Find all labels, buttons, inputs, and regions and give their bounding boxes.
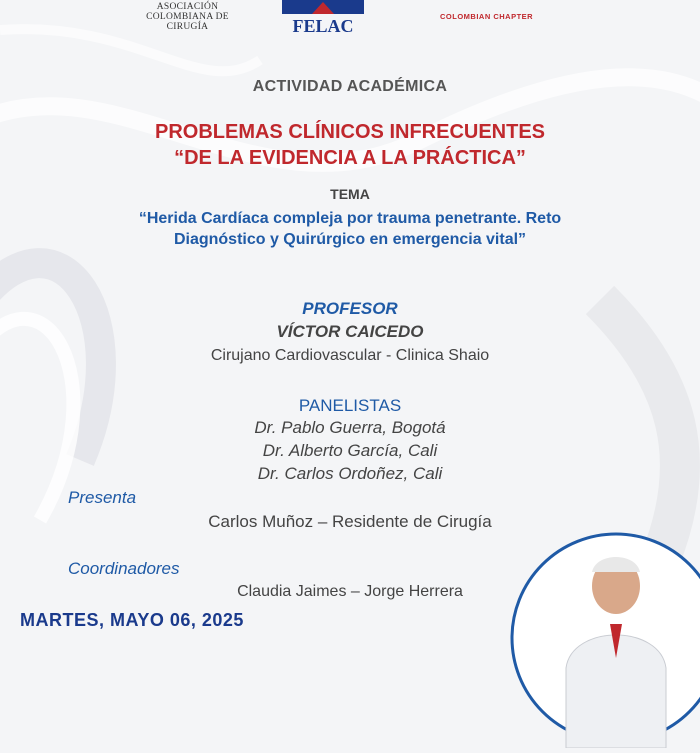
series-title-line2: “DE LA EVIDENCIA A LA PRÁCTICA” [174, 147, 526, 169]
panelist-item: Dr. Pablo Guerra, Bogotá [254, 418, 446, 437]
professor-role: Cirujano Cardiovascular - Clinica Shaio [210, 347, 490, 364]
coordinators-value: Claudia Jaimes – Jorge Herrera [237, 583, 463, 600]
acc-logo: ASOCIACIÓN COLOMBIANA DE CIRUGÍA [146, 2, 229, 32]
felac-emblem [282, 0, 364, 14]
felac-logo-text: FELAC [292, 16, 354, 36]
acs-chapter-logo [420, 0, 580, 30]
panelists-label: PANELISTAS [298, 396, 402, 415]
topic-line2: Diagnóstico y Quirúrgico en emergencia vital” [173, 231, 527, 248]
presenter-value: Carlos Muñoz – Residente de Cirugía [208, 512, 492, 531]
panelist-item: Dr. Alberto García, Cali [262, 441, 438, 460]
series-title-line1: PROBLEMAS CLÍNICOS INFRECUENTES [154, 121, 546, 143]
professor-name: VÍCTOR CAICEDO [276, 322, 424, 341]
topic-line1: “Herida Cardíaca compleja por trauma penetrante. Reto [138, 210, 562, 227]
event-date: MARTES, MAYO 06, 2025 [20, 610, 244, 630]
professor-label: PROFESOR [302, 299, 398, 318]
activity-title: ACTIVIDAD ACADÉMICA [252, 78, 448, 95]
coordinators-label: Coordinadores [68, 559, 180, 578]
professor-photo [506, 528, 700, 748]
acs-chapter-text: COLOMBIAN CHAPTER [440, 12, 534, 21]
panelist-item: Dr. Carlos Ordoñez, Cali [257, 464, 443, 483]
presenter-label: Presenta [68, 488, 137, 507]
topic-label: TEMA [330, 186, 370, 202]
felac-logo [282, 0, 364, 40]
header-logos [0, 0, 700, 42]
topic-text [0, 208, 700, 250]
series-title [0, 119, 700, 171]
